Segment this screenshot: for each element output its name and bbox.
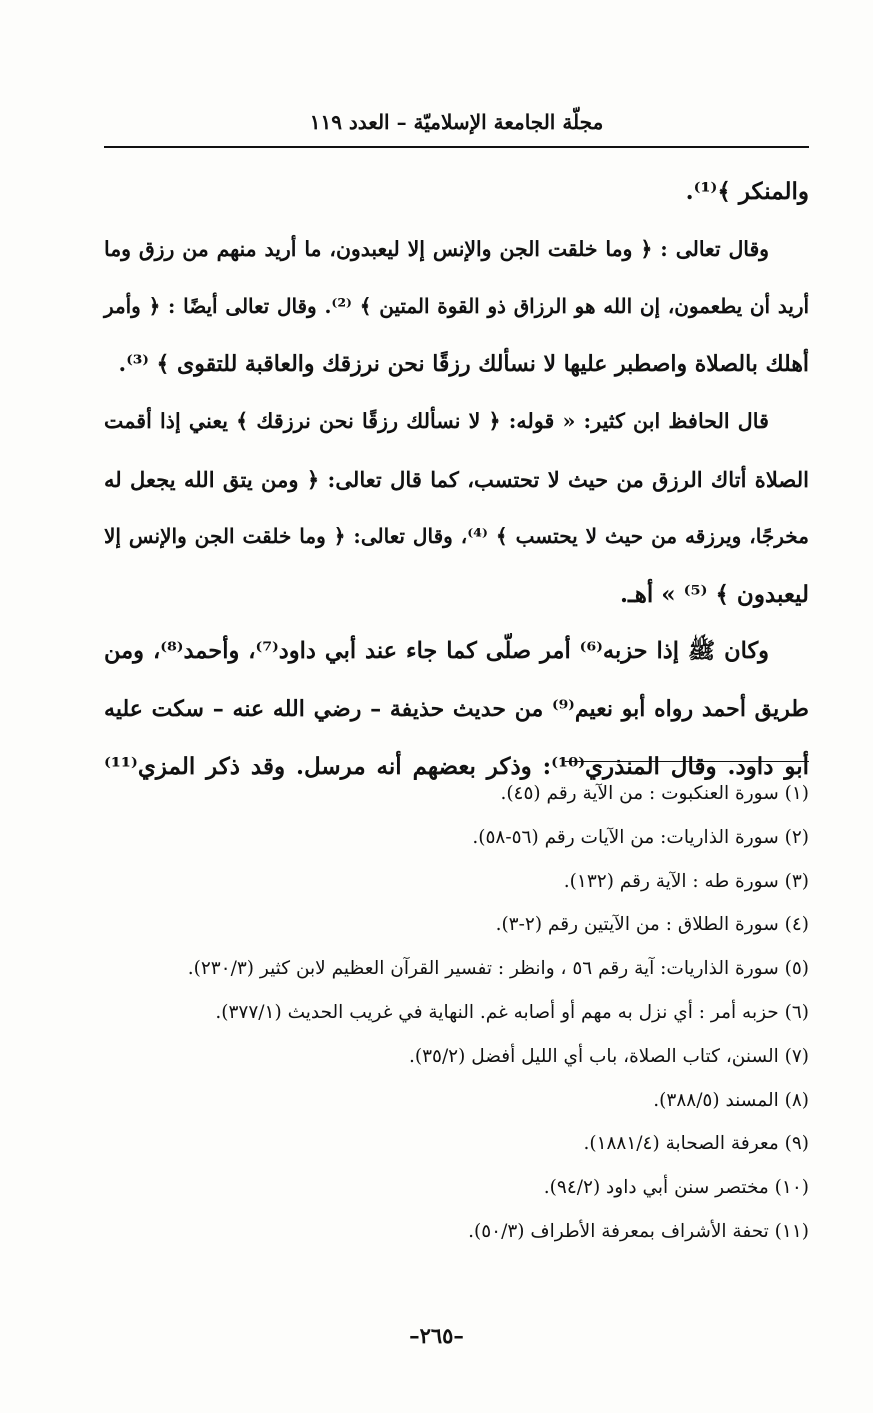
footnote-8: (٨) المسند (٣٨٨/٥).	[653, 1089, 809, 1111]
footnote-5: (٥) سورة الذاريات: آية رقم ٥٦ ، وانظر : تفسير القرآن العظيم لابن كثير (٢٣٠/٣).	[187, 958, 809, 980]
footnote-4: (٤) سورة الطلاق : من الآيتين رقم (٢-٣).	[495, 914, 809, 936]
running-header: مجلّة الجامعة الإسلاميّة – العدد ١١٩	[309, 110, 604, 134]
footnote-2: (٢) سورة الذاريات: من الآيات رقم (٥٦-٥٨).	[472, 826, 809, 848]
text-line-8: ليعبدون ﴾ ⁽⁵⁾ » أهـ.	[620, 580, 809, 608]
header-rule	[104, 146, 809, 148]
footnote-10: (١٠) مختصر سنن أبي داود (٩٤/٢).	[543, 1177, 809, 1199]
footnote-6: (٦) حزبه أمر : أي نزل به مهم أو أصابه غم. النهاية في غريب الحديث (٣٧٧/١).	[215, 1001, 809, 1023]
footnote-3: (٣) سورة طه : الآية رقم (١٣٢).	[563, 870, 809, 892]
text-line-1: والمنكر ﴾⁽¹⁾.	[685, 178, 809, 205]
footnote-separator	[565, 761, 809, 762]
text-line-3: أريد أن يطعمون، إن الله هو الرزاق ذو القوة المتين ﴾ ⁽²⁾. وقال تعالى أيضًا : ﴿ وأمر	[104, 294, 809, 318]
text-line-5: قال الحافظ ابن كثير: « قوله: ﴿ لا نسألك رزقًا نحن نرزقك ﴾ يعني إذا أقمت	[104, 409, 769, 433]
text-line-7: مخرجًا، ويرزقه من حيث لا يحتسب ﴾ ⁽⁴⁾، وقال تعالى: ﴿ وما خلقت الجن والإنس إلا	[104, 524, 809, 548]
text-line-4: أهلك بالصلاة واصطبر عليها لا نسألك رزقًا نحن نرزقك والعاقبة للتقوى ﴾ ⁽³⁾.	[118, 350, 809, 377]
text-line-11: أبو داود. وقال المنذري⁽¹⁰⁾: وذكر بعضهم أنه مرسل. وقد ذكر المزي⁽¹¹⁾	[104, 753, 809, 780]
footnotes	[104, 772, 809, 1254]
footnote-7: (٧) السنن، كتاب الصلاة، باب أي الليل أفضل (٣٥/٢).	[408, 1045, 809, 1067]
footnote-1: (١) سورة العنكبوت : من الآية رقم (٤٥).	[500, 783, 809, 804]
footnote-9: (٩) معرفة الصحابة (١٨٨١/٤).	[583, 1133, 809, 1155]
page-number: –٢٦٥–	[409, 1323, 464, 1348]
text-line-10: طريق أحمد رواه أبو نعيم⁽⁹⁾ من حديث حذيفة – رضي الله عنه – سكت عليه	[104, 695, 809, 722]
text-line-9: وكان ﷺ إذا حزبه⁽⁶⁾ أمر صلّى كما جاء عند أبي داود⁽⁷⁾، وأحمد⁽⁸⁾، ومن	[104, 638, 769, 664]
footnote-11: (١١) تحفة الأشراف بمعرفة الأطراف (٥٠/٣).	[468, 1220, 809, 1242]
text-line-2: وقال تعالى : ﴿ وما خلقت الجن والإنس إلا ليعبدون، ما أريد منهم من رزق وما	[104, 236, 769, 261]
text-line-6: الصلاة أتاك الرزق من حيث لا تحتسب، كما قال تعالى: ﴿ ومن يتق الله يجعل له	[104, 466, 809, 492]
main-text	[104, 163, 809, 796]
